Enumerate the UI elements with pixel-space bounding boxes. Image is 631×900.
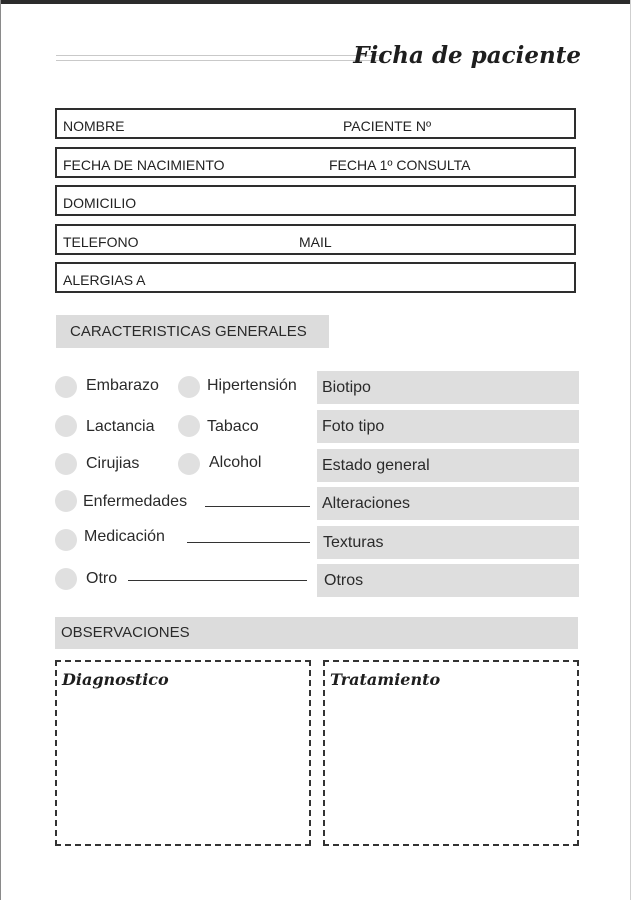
trait-alteraciones[interactable]: Alteraciones [317,487,579,520]
trait-otros[interactable]: Otros [317,564,579,597]
field-nombre[interactable] [55,108,576,139]
trait-foto-tipo[interactable]: Foto tipo [317,410,579,443]
checkbox-otro[interactable] [55,568,77,590]
checkbox-alcohol[interactable] [178,453,200,475]
page-title: Ficha de paciente [353,42,581,69]
field-label: TELEFONO [63,234,139,250]
field-label: PACIENTE Nº [343,118,432,134]
field-alergias[interactable] [55,262,576,293]
write-line-medicacion[interactable] [187,542,310,543]
checkbox-embarazo[interactable] [55,376,77,398]
section-heading-observaciones: OBSERVACIONES [55,617,578,649]
checkbox-cirujias[interactable] [55,453,77,475]
check-label-enfermedades: Enfermedades [83,493,188,510]
treatment-box[interactable] [323,660,579,846]
checkbox-tabaco[interactable] [178,415,200,437]
trait-estado-general[interactable]: Estado general [317,449,579,482]
field-label: DOMICILIO [63,195,137,211]
page-left-border [0,0,1,900]
title-rule-bottom [56,60,382,61]
field-label: FECHA DE NACIMIENTO [63,157,225,173]
check-label-alcohol: Alcohol [209,454,262,471]
checkbox-medicacion[interactable] [55,529,77,551]
page-top-border [0,0,631,4]
title-rule-top [56,55,382,56]
check-label-cirujias: Cirujias [86,455,140,472]
write-line-otro[interactable] [128,580,307,581]
field-telefono[interactable] [55,224,576,255]
section-heading-generales: CARACTERISTICAS GENERALES [56,315,329,348]
check-label-tabaco: Tabaco [207,418,259,435]
checkbox-enfermedades[interactable] [55,490,77,512]
diagnosis-box[interactable] [55,660,311,846]
write-line-enfermedades[interactable] [205,506,310,507]
checkbox-lactancia[interactable] [55,415,77,437]
trait-texturas[interactable]: Texturas [317,526,579,559]
field-fecha-nacimiento[interactable] [55,147,576,178]
trait-biotipo[interactable]: Biotipo [317,371,579,404]
field-domicilio[interactable] [55,185,576,216]
check-label-medicacion: Medicación [84,528,165,545]
treatment-label: Tratamiento [330,670,441,689]
checkbox-hipertension[interactable] [178,376,200,398]
field-label: ALERGIAS A [63,272,146,288]
check-label-lactancia: Lactancia [86,418,155,435]
field-label: FECHA 1º CONSULTA [329,157,471,173]
diagnosis-label: Diagnostico [62,670,169,689]
field-label: NOMBRE [63,118,125,134]
check-label-hipertension: Hipertensión [207,377,297,394]
check-label-embarazo: Embarazo [86,377,159,394]
check-label-otro: Otro [86,570,118,587]
field-label: MAIL [299,234,332,250]
